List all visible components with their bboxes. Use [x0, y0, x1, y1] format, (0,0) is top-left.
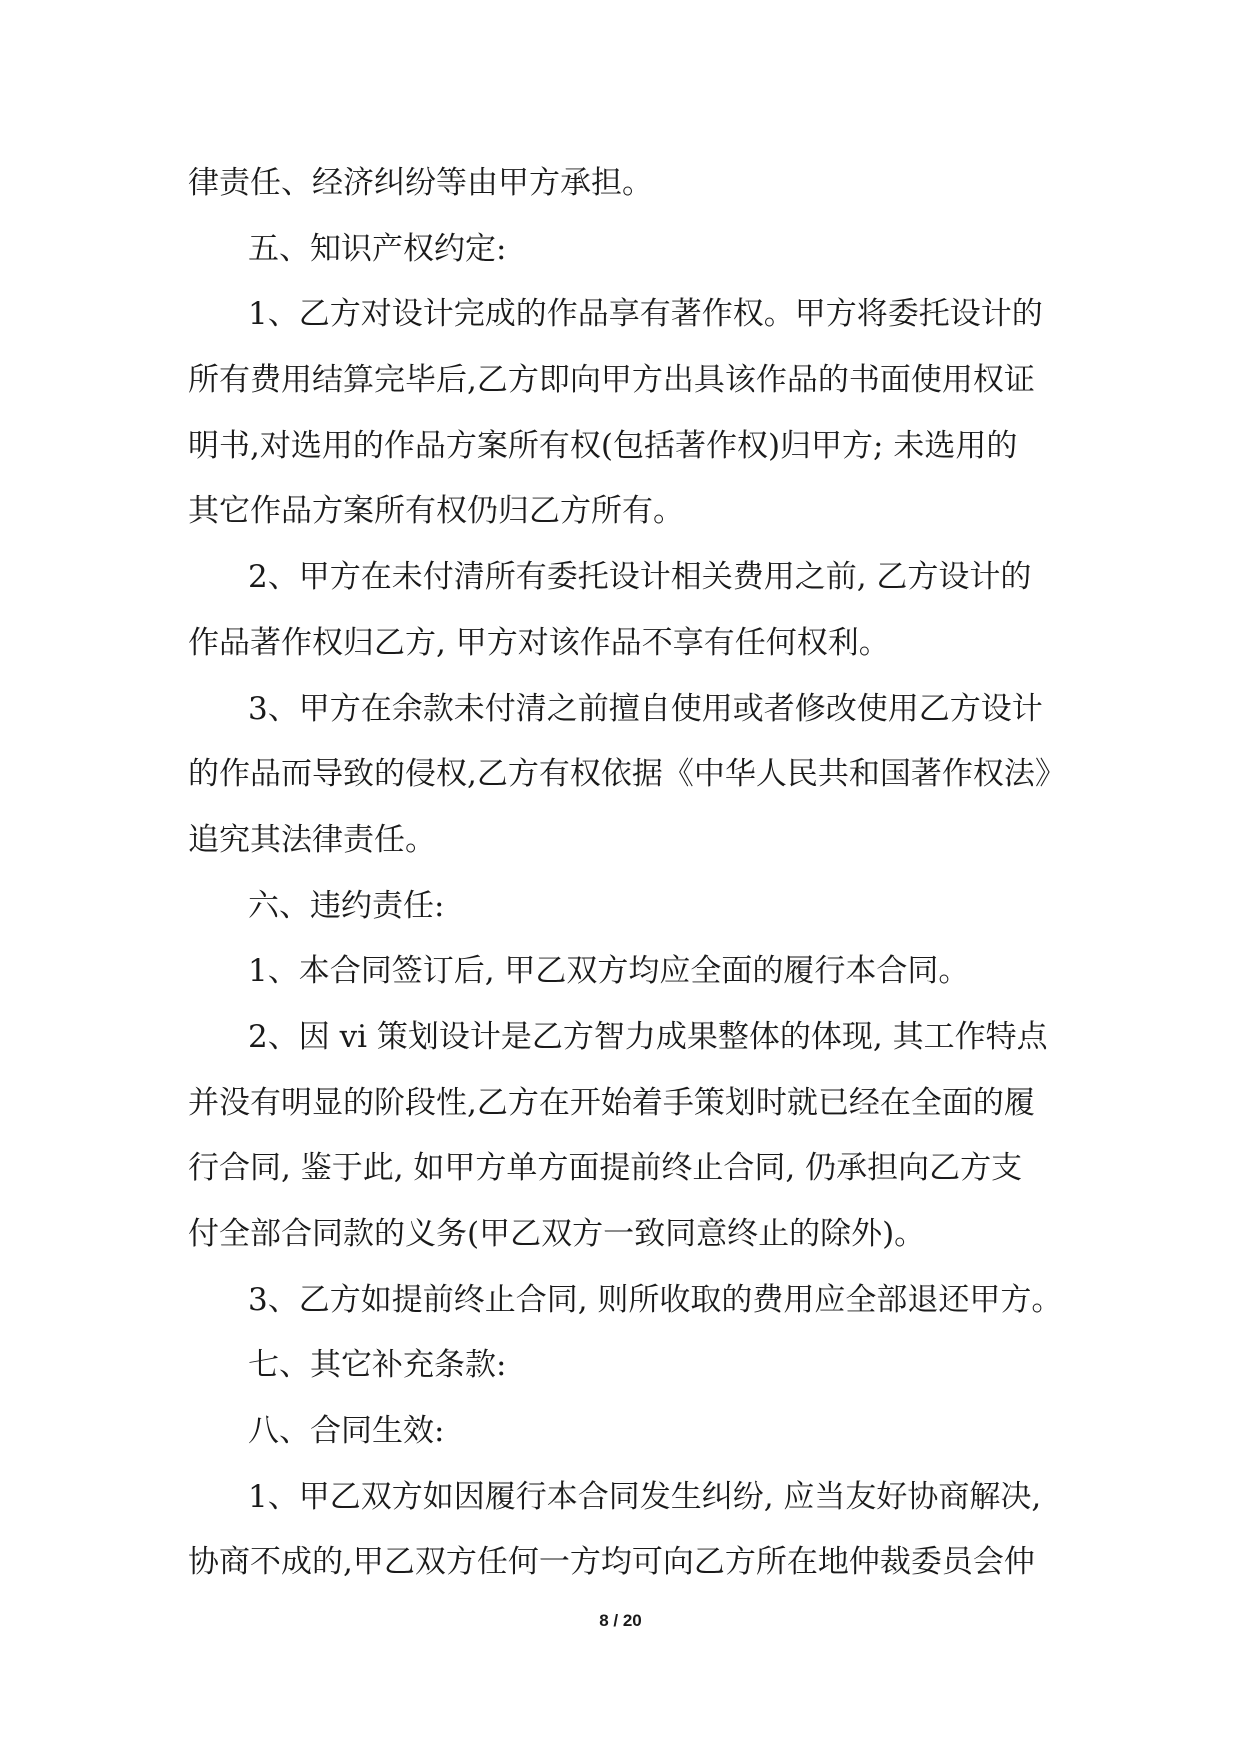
text-line: 2、因 vi 策划设计是乙方智力成果整体的体现, 其工作特点: [248, 1018, 1048, 1055]
text-line: 追究其法律责任。: [188, 821, 436, 858]
text-line: 2、甲方在未付清所有委托设计相关费用之前, 乙方设计的: [248, 559, 1032, 596]
text-line: 1、乙方对设计完成的作品享有著作权。甲方将委托设计的: [248, 296, 1043, 333]
document-body: [188, 151, 1066, 1596]
text-line: 所有费用结算完毕后,乙方即向甲方出具该作品的书面使用权证: [188, 362, 1035, 399]
text-line: 作品著作权归乙方, 甲方对该作品不享有任何权利。: [188, 624, 890, 661]
text-line: 协商不成的,甲乙双方任何一方均可向乙方所在地仲裁委员会仲: [188, 1544, 1035, 1581]
text-line: 付全部合同款的义务(甲乙双方一致同意终止的除外)。: [188, 1216, 926, 1252]
text-line: 3、甲方在余款未付清之前擅自使用或者修改使用乙方设计: [248, 690, 1043, 727]
text-line: 律责任、经济纠纷等由甲方承担。: [188, 165, 653, 201]
page-number: 8 / 20: [599, 1611, 642, 1630]
text-line: 明书,对选用的作品方案所有权(包括著作权)归甲方; 未选用的: [188, 427, 1018, 464]
text-line: 五、知识产权约定:: [248, 230, 507, 267]
text-line: 的作品而导致的侵权,乙方有权依据《中华人民共和国著作权法》: [188, 756, 1066, 793]
text-line: 八、合同生效:: [248, 1413, 445, 1450]
text-line: 其它作品方案所有权仍归乙方所有。: [188, 493, 684, 530]
text-line: 1、甲乙双方如因履行本合同发生纠纷, 应当友好协商解决,: [248, 1478, 1042, 1515]
text-line: 六、违约责任:: [248, 887, 445, 924]
text-line: 行合同, 鉴于此, 如甲方单方面提前终止合同, 仍承担向乙方支: [188, 1150, 1023, 1187]
text-line: 七、其它补充条款:: [248, 1347, 507, 1384]
text-line: 并没有明显的阶段性,乙方在开始着手策划时就已经在全面的履: [188, 1084, 1035, 1121]
text-line: 3、乙方如提前终止合同, 则所收取的费用应全部退还甲方。: [248, 1281, 1063, 1318]
text-line: 1、本合同签订后, 甲乙双方均应全面的履行本合同。: [248, 953, 970, 990]
